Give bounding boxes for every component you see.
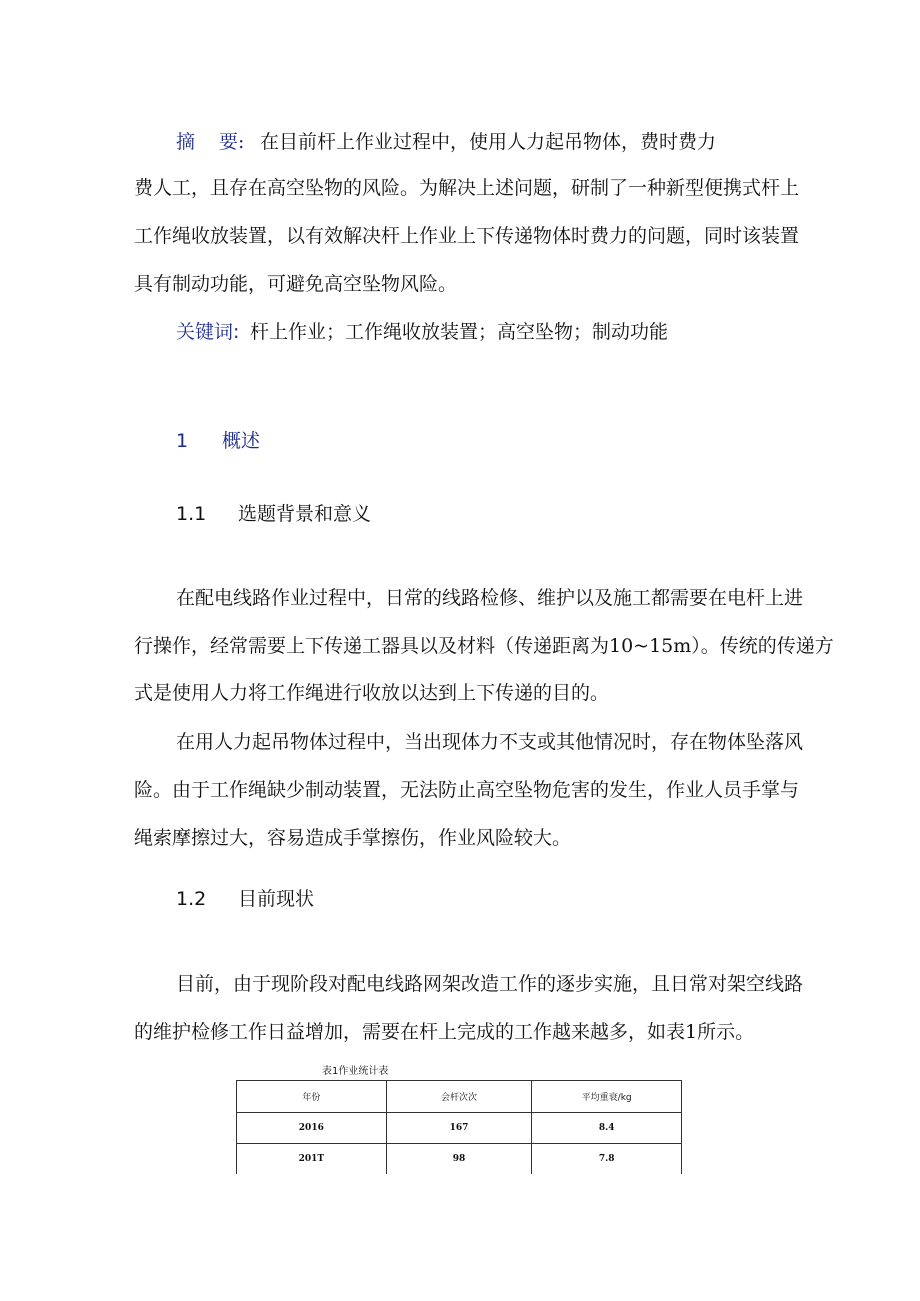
section-heading-1-1 bbox=[176, 502, 476, 526]
paragraph-line: 的维护检修工作日益增加，需要在杆上完成的工作越来越多，如表1所示。 bbox=[134, 1021, 755, 1043]
keywords-label: 关键词: bbox=[176, 321, 240, 343]
keywords-text: 杆上作业；工作绳收放装置；高空坠物；制动功能 bbox=[250, 321, 669, 343]
table-cell: 167 bbox=[386, 1113, 532, 1144]
table-cell: 2016 bbox=[237, 1113, 387, 1144]
table-row bbox=[237, 1113, 682, 1144]
paragraph-line: 在配电线路作业过程中，日常的线路检修、维护以及施工都需要在电杆上进 bbox=[176, 587, 804, 609]
paragraph-line: 目前，由于现阶段对配电线路网架改造工作的逐步实施，且日常对架空线路 bbox=[176, 973, 804, 995]
table-header-cell: 会杆次次 bbox=[386, 1081, 532, 1113]
abstract-label-char2: 要: bbox=[219, 131, 245, 153]
section-heading-1-2 bbox=[176, 887, 476, 911]
abstract-line: 在目前杆上作业过程中，使用人力起吊物体，费时费力 bbox=[260, 131, 717, 153]
paragraph-line: 行操作，经常需要上下传递工器具以及材料（传递距离为10~15m）。传统的传递方 bbox=[134, 635, 834, 657]
table-cell: 201T bbox=[237, 1144, 387, 1175]
table-row bbox=[237, 1144, 682, 1175]
statistics-table bbox=[236, 1080, 682, 1174]
table-cell: 98 bbox=[386, 1144, 532, 1175]
section-title: 选题背景和意义 bbox=[238, 503, 372, 525]
table-cell: 8.4 bbox=[532, 1113, 682, 1144]
table-header-cell: 平均重衰/kg bbox=[532, 1081, 682, 1113]
section-title: 概述 bbox=[222, 430, 261, 452]
section-number: 1.2 bbox=[176, 888, 207, 910]
table-header-cell: 年份 bbox=[237, 1081, 387, 1113]
paragraph-line: 式是使用人力将工作绳进行收放以达到上下传递的目的。 bbox=[134, 682, 610, 704]
section-heading-1 bbox=[176, 429, 376, 453]
section-number: 1.1 bbox=[176, 503, 207, 525]
abstract-line: 工作绳收放装置，以有效解决杆上作业上下传递物体时费力的问题，同时该装置 bbox=[134, 225, 800, 247]
table-header-row bbox=[237, 1081, 682, 1113]
paragraph-line: 在用人力起吊物体过程中，当出现体力不支或其他情况时，存在物体坠落风 bbox=[176, 731, 804, 753]
abstract-line: 具有制动功能，可避免高空坠物风险。 bbox=[134, 273, 458, 295]
section-title: 目前现状 bbox=[238, 888, 315, 910]
table-cell: 7.8 bbox=[532, 1144, 682, 1175]
paragraph-line: 险。由于工作绳缺少制动装置，无法防止高空坠物危害的发生，作业人员手掌与 bbox=[134, 779, 800, 801]
abstract-line: 费人工，且存在高空坠物的风险。为解决上述问题，研制了一种新型便携式杆上 bbox=[134, 177, 800, 199]
section-number: 1 bbox=[176, 430, 189, 452]
abstract-label-char1: 摘 bbox=[176, 131, 196, 153]
paragraph-line: 绳索摩擦过大，容易造成手掌擦伤，作业风险较大。 bbox=[134, 827, 572, 849]
table-caption: 表1作业统计表 bbox=[322, 1066, 389, 1077]
